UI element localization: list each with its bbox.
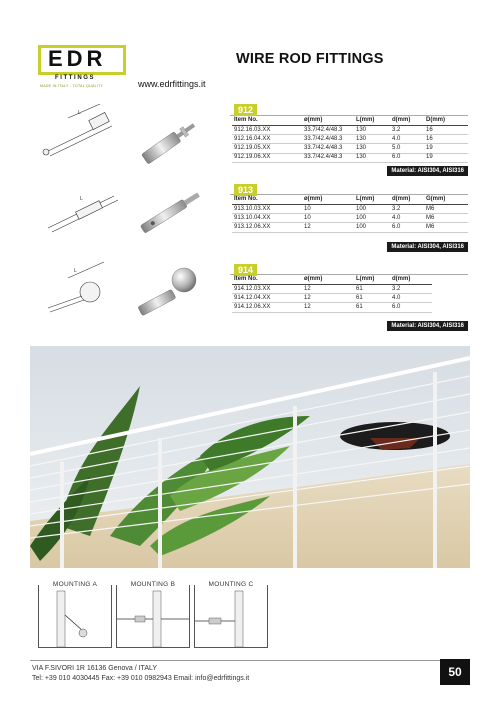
cell: 3.2 xyxy=(390,126,424,135)
cell: 912.19.05.XX xyxy=(232,144,302,153)
cell: 912.19.06.XX xyxy=(232,153,302,162)
material-label: Material: AISI304, AISI316 xyxy=(387,242,468,252)
table-row xyxy=(232,303,432,312)
cell: 100 xyxy=(354,223,390,232)
table-row xyxy=(232,294,432,303)
section-code-913: 913 xyxy=(234,184,257,196)
cell: 16 xyxy=(424,135,468,144)
cell: 61 xyxy=(354,294,390,303)
table-row xyxy=(232,135,468,144)
mounting-b-diagram xyxy=(117,585,189,647)
cell: 913.12.06.XX xyxy=(232,223,302,232)
cell: 12 xyxy=(302,303,354,312)
table-row xyxy=(232,144,468,153)
cell: 4.0 xyxy=(390,294,432,303)
cell: 913.10.04.XX xyxy=(232,214,302,223)
mounting-a-diagram xyxy=(39,585,111,647)
table-row xyxy=(232,126,468,135)
col-header: L(mm) xyxy=(354,116,390,126)
cell: 19 xyxy=(424,153,468,162)
mounting-c-label: MOUNTING C xyxy=(195,581,267,588)
svg-text:L: L xyxy=(74,268,77,274)
page-number: 50 xyxy=(440,659,470,685)
logo-sub: FITTINGS xyxy=(52,75,98,81)
table-row xyxy=(232,205,468,214)
cell: 33.7/42.4/48.3 xyxy=(302,144,354,153)
product-914-drawing xyxy=(38,258,128,318)
col-header: Item No. xyxy=(232,195,302,205)
col-header: ø(mm) xyxy=(302,116,354,126)
cell: 12 xyxy=(302,294,354,303)
installation-photo xyxy=(30,346,470,568)
cell: 913.10.03.XX xyxy=(232,205,302,214)
mounting-b-box xyxy=(116,581,190,648)
cell: 4.0 xyxy=(390,135,424,144)
product-914-photo xyxy=(130,262,210,322)
spec-table-914 xyxy=(232,275,432,313)
company-logo xyxy=(38,45,126,87)
col-header: d(mm) xyxy=(390,116,424,126)
mounting-c-box xyxy=(194,581,268,648)
cell: 10 xyxy=(302,205,354,214)
cell: 914.12.03.XX xyxy=(232,285,302,294)
cell: 100 xyxy=(354,214,390,223)
svg-text:L: L xyxy=(80,196,83,202)
table-row xyxy=(232,153,468,162)
col-header: Item No. xyxy=(232,116,302,126)
page-title: WIRE ROD FITTINGS xyxy=(236,51,384,67)
cell: M6 xyxy=(424,205,468,214)
col-header: G(mm) xyxy=(424,195,468,205)
mounting-a-label: MOUNTING A xyxy=(39,581,111,588)
cell: 33.7/42.4/48.3 xyxy=(302,126,354,135)
website-link[interactable]: www.edrfittings.it xyxy=(138,79,206,89)
mounting-b-label: MOUNTING B xyxy=(117,581,189,588)
col-header: ø(mm) xyxy=(302,195,354,205)
cell: 3.2 xyxy=(390,205,424,214)
cell: 130 xyxy=(354,153,390,162)
col-header: L(mm) xyxy=(354,195,390,205)
cell: 3.2 xyxy=(390,285,432,294)
cell: 914.12.06.XX xyxy=(232,303,302,312)
col-header: ø(mm) xyxy=(302,275,354,285)
cell: 33.7/42.4/48.3 xyxy=(302,135,354,144)
spec-table-913 xyxy=(232,195,468,233)
material-label: Material: AISI304, AISI316 xyxy=(387,166,468,176)
cell: 130 xyxy=(354,126,390,135)
section-code-912: 912 xyxy=(234,104,257,116)
col-header: d(mm) xyxy=(390,195,424,205)
col-header: L(mm) xyxy=(354,275,390,285)
cell: 6.0 xyxy=(390,223,424,232)
footer-contacts: Tel: +39 010 4030445 Fax: +39 010 0982943 Email: info@edrfittings.it xyxy=(32,675,250,682)
col-header: d(mm) xyxy=(390,275,432,285)
cell: 5.0 xyxy=(390,144,424,153)
footer-address: VIA F.SIVORI 1R 16136 Genova / ITALY xyxy=(32,665,158,672)
table-row xyxy=(232,223,468,232)
svg-text:L: L xyxy=(78,110,81,116)
cell: 6.0 xyxy=(390,153,424,162)
cell: 912.16.03.XX xyxy=(232,126,302,135)
product-912-drawing xyxy=(38,104,128,160)
cell: 130 xyxy=(354,135,390,144)
product-913-photo xyxy=(130,188,210,238)
footer-divider xyxy=(30,660,470,661)
logo-tagline: MADE IN ITALY - TOTAL QUALITY xyxy=(40,84,104,88)
cell: 12 xyxy=(302,223,354,232)
col-header: Item No. xyxy=(232,275,302,285)
cell: 912.16.04.XX xyxy=(232,135,302,144)
cell: 10 xyxy=(302,214,354,223)
logo-name: EDR xyxy=(48,46,107,71)
mounting-a-box xyxy=(38,581,112,648)
cell: 4.0 xyxy=(390,214,424,223)
cell: 19 xyxy=(424,144,468,153)
spec-table-912 xyxy=(232,116,468,163)
cell: 100 xyxy=(354,205,390,214)
cell: 33.7/42.4/48.3 xyxy=(302,153,354,162)
cell: 16 xyxy=(424,126,468,135)
product-912-photo xyxy=(130,108,210,178)
cell: 130 xyxy=(354,144,390,153)
mounting-c-diagram xyxy=(195,585,267,647)
cell: 12 xyxy=(302,285,354,294)
material-label: Material: AISI304, AISI316 xyxy=(387,321,468,331)
product-913-drawing xyxy=(38,192,128,236)
col-header: D(mm) xyxy=(424,116,468,126)
cell: M6 xyxy=(424,214,468,223)
cell: 6.0 xyxy=(390,303,432,312)
table-row xyxy=(232,214,468,223)
section-code-914: 914 xyxy=(234,264,257,276)
cell: 914.12.04.XX xyxy=(232,294,302,303)
cell: 61 xyxy=(354,303,390,312)
table-row xyxy=(232,285,432,294)
cell: M6 xyxy=(424,223,468,232)
cell: 61 xyxy=(354,285,390,294)
